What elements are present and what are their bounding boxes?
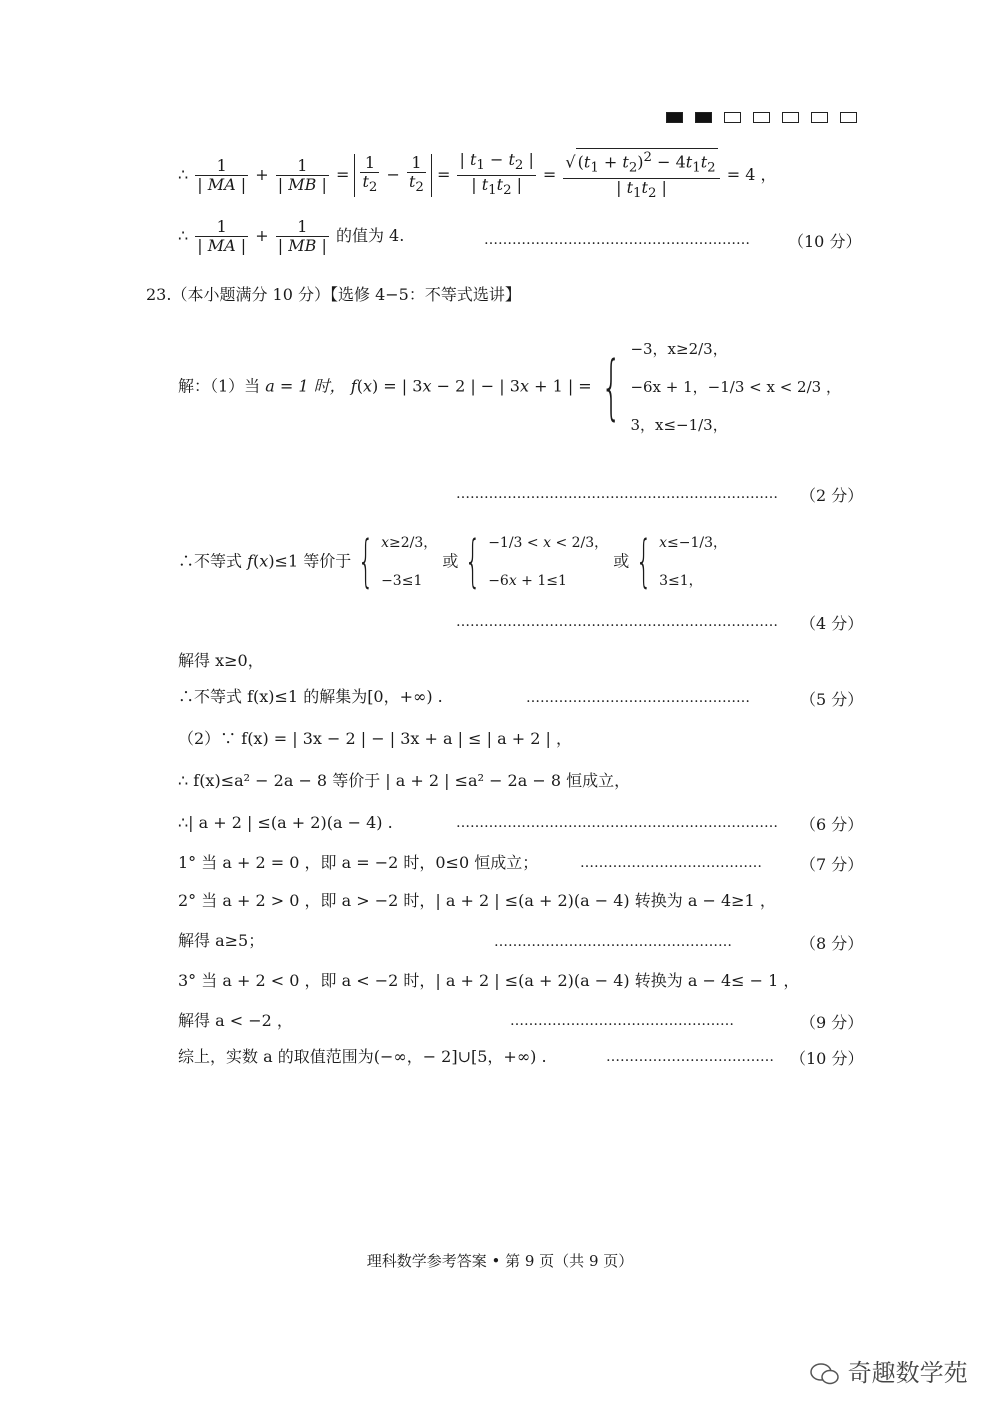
solve-line: 解得 x≥0，: [178, 651, 264, 670]
score-label: （6 分）: [800, 815, 864, 834]
dot-leader: …………………………………: [580, 855, 762, 871]
case2-solve-line: 解得 a≥5；: [178, 931, 265, 950]
score-label: （5 分）: [800, 690, 864, 709]
part1-line: 解：（1）当 a = 1 时， f(x) = | 3x − 2 | − | 3x + 1 | = { −3，x≥2/3， −6x + 1，−1/3 < x < 2/3 ， 3，x≤−1/3，: [178, 330, 841, 444]
score-label: （10 分）: [788, 232, 862, 251]
dot-leader: ……………………………………………………………: [456, 614, 778, 630]
indicator-square: [782, 112, 799, 123]
piecewise-cases: −3，x≥2/3， −6x + 1，−1/3 < x < 2/3 ， 3，x≤−1/3，: [630, 340, 841, 434]
indicator-square: [724, 112, 741, 123]
brace: {: [601, 346, 622, 428]
page-footer: 理科数学参考答案 • 第 9 页（共 9 页）: [366, 1252, 634, 1270]
case2-line: 2° 当 a + 2 > 0 ，即 a > −2 时，| a + 2 | ≤(a + 2)(a − 4) 转换为 a − 4≥1 ，: [178, 891, 776, 910]
dot-leader: …………………………………………: [526, 690, 750, 706]
formula-line-2: ∴ $\frac{1}{| MA |}$ + $\frac{1}{| MB |}$ 的值为 4.: [178, 217, 405, 255]
part2-line-2: ∴ f(x)≤a² − 2a − 8 等价于 | a + 2 | ≤a² − 2a − 8 恒成立，: [178, 771, 631, 790]
case1-line: 1° 当 a + 2 = 0 ，即 a = −2 时，0≤0 恒成立；: [178, 853, 539, 872]
part2-line-1: （2）∵ f(x) = | 3x − 2 | − | 3x + a | ≤ | a + 2 | ，: [178, 729, 572, 748]
score-label: （2 分）: [800, 486, 864, 505]
problem-header: 23.（本小题满分 10 分）【选修 4−5：不等式选讲】: [146, 285, 521, 304]
solution-set-line: ∴不等式 f(x)≤1 的解集为[0，+∞) .: [178, 687, 443, 706]
wechat-icon: [810, 1363, 840, 1385]
score-label: （9 分）: [800, 1013, 864, 1032]
dot-leader: ……………………………………………………………: [456, 486, 778, 502]
watermark-text: 奇趣数学苑: [847, 1359, 968, 1387]
part2-line-3: ∴| a + 2 | ≤(a + 2)(a − 4) .: [178, 813, 393, 832]
dot-leader: …………………………………………: [510, 1013, 734, 1029]
indicator-square: [753, 112, 770, 123]
score-label: （4 分）: [800, 614, 864, 633]
watermark: [810, 1353, 968, 1388]
indicator-square: [840, 112, 857, 123]
dot-leader: ………………………………: [606, 1049, 774, 1065]
dot-leader: ……………………………………………………………: [456, 815, 778, 831]
indicator-square: [666, 112, 683, 123]
score-label: （7 分）: [800, 855, 864, 874]
indicator-square: [811, 112, 828, 123]
dot-leader: ……………………………………………: [494, 934, 732, 950]
indicator-square: [695, 112, 712, 123]
score-label: （10 分）: [790, 1049, 864, 1068]
equivalence-line: ∴不等式 f(x)≤1 等价于 { x≥2/3， −3≤1 或 { −1/3 < x < 2/3， −6x + 1≤1 或 { x≤−1/3， 3≤1，: [178, 529, 728, 594]
conclusion-line: 综上，实数 a 的取值范围为(−∞，− 2]∪[5，+∞) .: [178, 1047, 547, 1066]
dot-leader: …………………………………………………: [484, 232, 750, 248]
case3-solve-line: 解得 a < −2 ，: [178, 1011, 293, 1030]
formula-line-1: ∴ $\frac{1}{| MA |}$ + $\frac{1}{| MB |}$ = $\frac{1}{t_2}$ − $\frac{1}{t_2}$ = $\frac{| t_1 - t_2 |}{| t_1t_2 |}$ = $\frac{√ (t_1 + t_2)^2 - 4t_1t_2}{| t_1t_2 |}$ = 4 ，: [178, 149, 777, 201]
case3-line: 3° 当 a + 2 < 0 ，即 a < −2 时，| a + 2 | ≤(a + 2)(a − 4) 转换为 a − 4≤ − 1 ，: [178, 971, 800, 990]
score-label: （8 分）: [800, 934, 864, 953]
